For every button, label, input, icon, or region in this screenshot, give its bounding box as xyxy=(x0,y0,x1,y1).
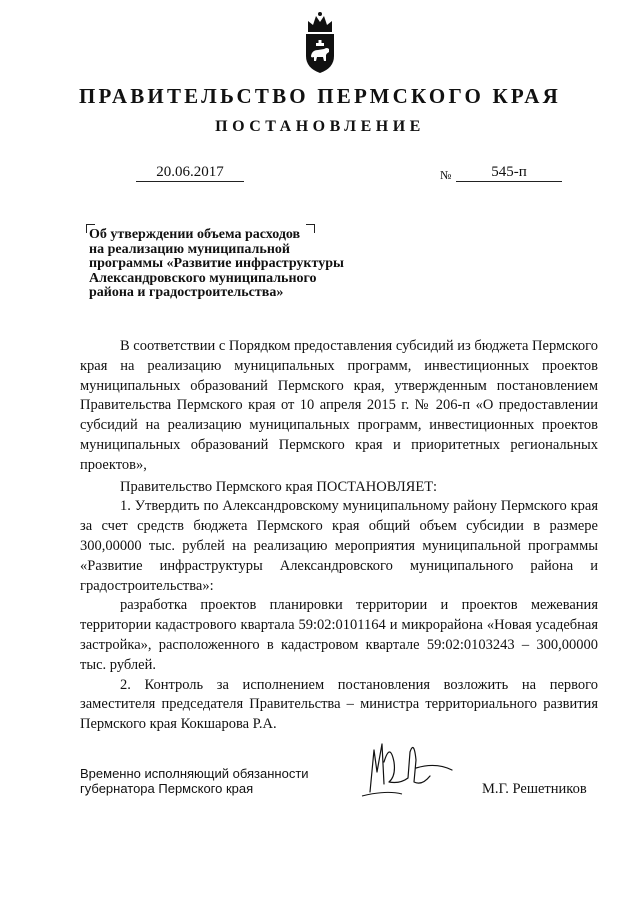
government-title: ПРАВИТЕЛЬСТВО ПЕРМСКОГО КРАЯ xyxy=(78,84,561,108)
signatory-position-line: губернатора Пермского края xyxy=(80,781,254,796)
document-type: ПОСТАНОВЛЕНИЕ xyxy=(215,118,425,135)
perm-krai-coat-of-arms-icon xyxy=(300,10,340,74)
number-sign: № xyxy=(440,168,452,182)
signatory-position xyxy=(80,766,340,796)
body-paragraph: Правительство Пермского края ПОСТАНОВЛЯЕТ: xyxy=(120,478,438,495)
document-number: 545-п xyxy=(456,164,562,182)
body-paragraph: В соответствии с Порядком предоставления субсидий из бюджета Пермского края на реализацию муниципальных программ, инвестиционных проектов муниципальных образований Пермского края, утвержденным постановлением Правительства Пермского края от 10 апреля 2015 г. № 206-п «О предоставлении субсидий на реализацию муниципальных программ, инвестиционных проектов муниципальных образований Пермского края и приоритетных региональных проектов», xyxy=(80,338,598,473)
subject-line: района и градостроительства» xyxy=(89,285,284,300)
document-date: 20.06.2017 xyxy=(136,164,244,182)
body-paragraph: 2. Контроль за исполнением постановления возложить на первого заместителя председателя Правительства – министра территориального развития Пермского края Кокшарова Р.А. xyxy=(80,676,598,733)
subject-line: программы «Развитие инфраструктуры xyxy=(89,256,344,271)
subject-line: на реализацию муниципальной xyxy=(89,241,290,257)
document-body xyxy=(80,337,598,735)
document-subject xyxy=(89,228,379,301)
subject-line: Об утверждении объема расходов xyxy=(89,227,301,242)
subject-line: Александровского муниципального xyxy=(89,270,317,286)
handwritten-signature-icon xyxy=(356,732,466,800)
body-paragraph: разработка проектов планировки территории и проектов межевания территории кадастрового квартала 59:02:0101164 и микрорайона «Новая усадебная застройка», расположенного в кадастровом квартале 59:02:0103243 – 300,00000 тыс. рублей. xyxy=(80,597,598,673)
body-paragraph: 1. Утвердить по Александровскому муниципальному району Пермского края за счет средств бюджета Пермского края общий объем субсидии в размере 300,00000 тыс. рублей на реализацию мероприятия муниципальной программы «Развитие инфраструктуры Александровского муниципального района и градостроительства»: xyxy=(80,498,598,594)
signatory-name: М.Г. Решетников xyxy=(482,781,587,797)
signatory-position-line: Временно исполняющий обязанности xyxy=(80,766,309,781)
